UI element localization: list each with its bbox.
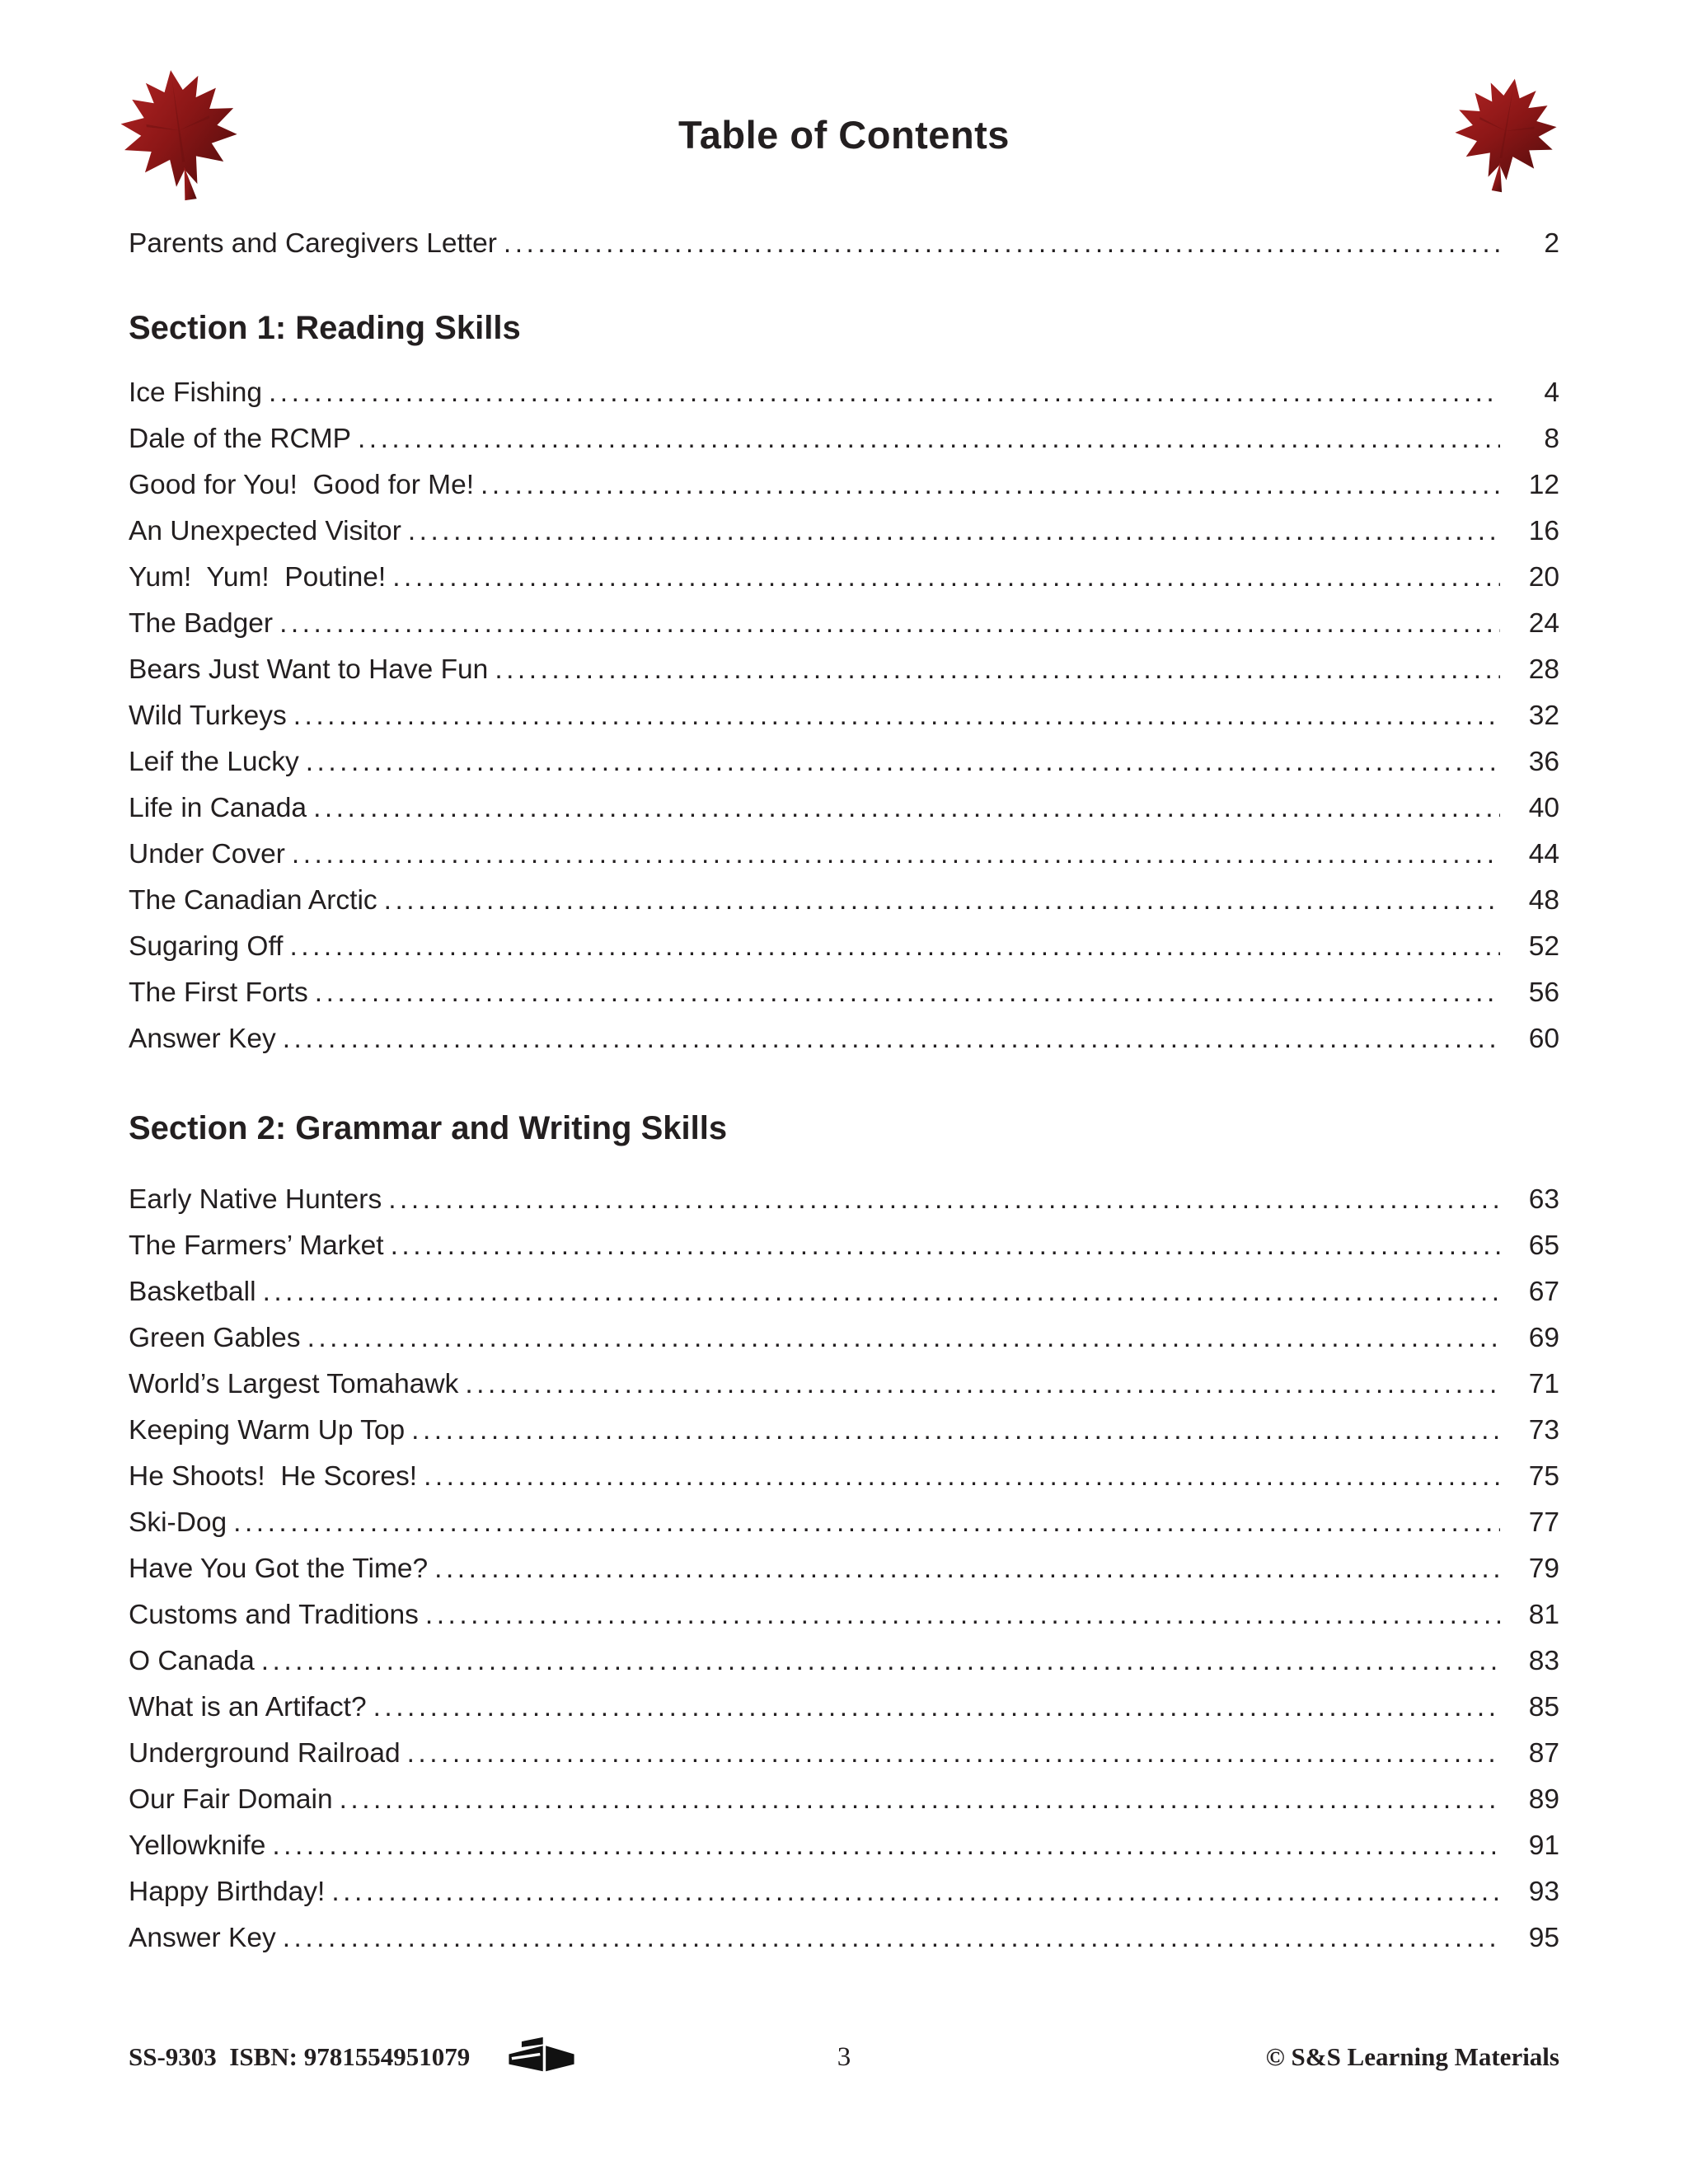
toc-entry-page: 81 — [1528, 1600, 1559, 1630]
toc-entry-page: 95 — [1528, 1923, 1559, 1953]
toc-entry-title: The First Forts — [129, 977, 308, 1008]
toc-entry-title: Our Fair Domain — [129, 1784, 333, 1815]
leader-dots — [425, 1592, 1500, 1638]
toc-entry-title: Keeping Warm Up Top — [129, 1415, 406, 1446]
copyright-text: © S&S Learning Materials — [1265, 2042, 1559, 2071]
toc-entry-title: Basketball — [129, 1277, 256, 1307]
page-footer — [129, 2036, 1559, 2079]
toc-entry-title: Wild Turkeys — [129, 701, 287, 731]
leader-dots — [272, 1823, 1500, 1869]
toc-entry-title: What is an Artifact? — [129, 1692, 367, 1722]
leader-dots — [407, 1731, 1500, 1777]
toc-entry-page: 2 — [1544, 228, 1559, 259]
section-2-entries — [129, 1177, 1559, 1961]
toc-entry-page: 71 — [1528, 1369, 1559, 1399]
toc-entry — [129, 647, 1559, 693]
leader-dots — [279, 601, 1500, 647]
toc-entry-page: 48 — [1528, 885, 1559, 916]
toc-entry-page: 73 — [1528, 1415, 1559, 1446]
toc-entry-title: Yum! Yum! Poutine! — [129, 562, 387, 593]
toc-entry-title: He Shoots! He Scores! — [129, 1461, 418, 1492]
leader-dots — [388, 1177, 1500, 1223]
toc-entry-title: Under Cover — [129, 839, 285, 869]
leader-dots — [331, 1869, 1500, 1915]
toc-entry-title: Happy Birthday! — [129, 1877, 326, 1907]
toc-entry-page: 65 — [1528, 1230, 1559, 1261]
leader-dots — [233, 1500, 1500, 1546]
toc-entry-page: 60 — [1528, 1024, 1559, 1054]
toc-entry-title: An Unexpected Visitor — [129, 516, 401, 546]
toc-entry — [129, 555, 1559, 601]
toc-entry — [129, 832, 1559, 878]
toc-entry-page: 87 — [1528, 1738, 1559, 1769]
footer-left-group — [129, 2036, 577, 2079]
toc-entry — [129, 1638, 1559, 1685]
toc-entry-page: 32 — [1528, 701, 1559, 731]
toc-entry-page: 24 — [1528, 608, 1559, 639]
leader-dots — [384, 878, 1500, 924]
toc-entry — [129, 693, 1559, 739]
toc-entry-title: Early Native Hunters — [129, 1184, 382, 1215]
toc-entry — [129, 1361, 1559, 1408]
toc-entry — [129, 370, 1559, 416]
toc-entry-page: 77 — [1528, 1507, 1559, 1538]
leader-dots — [313, 785, 1500, 832]
toc-entry — [129, 1269, 1559, 1315]
toc-entry-page: 36 — [1528, 747, 1559, 777]
leader-dots — [373, 1685, 1500, 1731]
toc-entry-title: Yellowknife — [129, 1830, 266, 1861]
toc-entry — [129, 1177, 1559, 1223]
publisher-logo-icon — [506, 2036, 577, 2079]
toc-entry — [129, 1823, 1559, 1869]
leader-dots — [408, 509, 1500, 555]
toc-entry-page: 4 — [1544, 377, 1559, 408]
leader-dots — [269, 370, 1500, 416]
leader-dots — [504, 221, 1500, 267]
toc-entry — [129, 1315, 1559, 1361]
toc-entry — [129, 1546, 1559, 1592]
toc-entry-title: Green Gables — [129, 1323, 301, 1353]
toc-entry-title: Answer Key — [129, 1024, 276, 1054]
toc-entry-page: 75 — [1528, 1461, 1559, 1492]
leader-dots — [263, 1269, 1500, 1315]
section-1-entries — [129, 370, 1559, 1062]
toc-entry — [129, 1016, 1559, 1062]
toc-entry-title: Leif the Lucky — [129, 747, 299, 777]
toc-entry — [129, 1408, 1559, 1454]
toc-entry-title: World’s Largest Tomahawk — [129, 1369, 459, 1399]
leader-dots — [465, 1361, 1500, 1408]
toc-entry — [129, 601, 1559, 647]
leader-dots — [293, 693, 1500, 739]
toc-entry — [129, 1500, 1559, 1546]
leader-dots — [481, 462, 1500, 509]
toc-entry-page: 28 — [1528, 654, 1559, 685]
leader-dots — [495, 647, 1500, 693]
toc-entry-page: 12 — [1528, 470, 1559, 500]
toc-entry-page: 56 — [1528, 977, 1559, 1008]
leader-dots — [307, 1315, 1500, 1361]
toc-entry-title: The Farmers’ Market — [129, 1230, 384, 1261]
leader-dots — [424, 1454, 1500, 1500]
toc-entry-title: Underground Railroad — [129, 1738, 401, 1769]
leader-dots — [306, 739, 1500, 785]
toc-entry-page: 40 — [1528, 793, 1559, 823]
leader-dots — [292, 832, 1500, 878]
toc-entry-title: Ice Fishing — [129, 377, 262, 408]
toc-entry-page: 83 — [1528, 1646, 1559, 1676]
toc-entry-title: Dale of the RCMP — [129, 424, 351, 454]
leader-dots — [315, 970, 1500, 1016]
leader-dots — [392, 555, 1500, 601]
toc-entry — [129, 785, 1559, 832]
toc-entry — [129, 970, 1559, 1016]
toc-entry — [129, 416, 1559, 462]
toc-entry-page: 20 — [1528, 562, 1559, 593]
toc-entry-title: Life in Canada — [129, 793, 307, 823]
toc-entry — [129, 1454, 1559, 1500]
maple-leaf-icon — [96, 54, 263, 213]
leader-dots — [358, 416, 1500, 462]
toc-entry — [129, 1592, 1559, 1638]
leader-dots — [283, 1016, 1500, 1062]
toc-entry-page: 69 — [1528, 1323, 1559, 1353]
toc-entry-page: 89 — [1528, 1784, 1559, 1815]
page-header — [129, 64, 1559, 204]
toc-entry-page: 93 — [1528, 1877, 1559, 1907]
toc-entry-page: 63 — [1528, 1184, 1559, 1215]
toc-entry — [129, 1869, 1559, 1915]
toc-entry-title: Parents and Caregivers Letter — [129, 228, 497, 259]
toc-entry-title: Good for You! Good for Me! — [129, 470, 475, 500]
leader-dots — [340, 1777, 1500, 1823]
leader-dots — [283, 1915, 1500, 1961]
toc-entry — [129, 1731, 1559, 1777]
toc-entry — [129, 1915, 1559, 1961]
toc-entry-page: 85 — [1528, 1692, 1559, 1722]
toc-entry-title: Customs and Traditions — [129, 1600, 419, 1630]
leader-dots — [411, 1408, 1500, 1454]
leader-dots — [289, 924, 1500, 970]
leader-dots — [434, 1546, 1500, 1592]
toc-entry — [129, 221, 1559, 267]
toc-entry-title: The Canadian Arctic — [129, 885, 377, 916]
toc-entry — [129, 924, 1559, 970]
toc-entry-page: 52 — [1528, 931, 1559, 962]
toc-entry-page: 79 — [1528, 1554, 1559, 1584]
toc-entry-page: 91 — [1528, 1830, 1559, 1861]
leader-dots — [261, 1638, 1500, 1685]
page-title: Table of Contents — [678, 112, 1010, 157]
toc-entry-title: Have You Got the Time? — [129, 1554, 429, 1584]
toc-entry — [129, 509, 1559, 555]
toc-entry-title: The Badger — [129, 608, 274, 639]
toc-entry-title: Bears Just Want to Have Fun — [129, 654, 489, 685]
section-2-heading: Section 2: Grammar and Writing Skills — [129, 1110, 728, 1146]
toc-entry-page: 8 — [1544, 424, 1559, 454]
toc-entry-page: 16 — [1528, 516, 1559, 546]
toc-entry-title: Ski-Dog — [129, 1507, 227, 1538]
front-matter-list — [129, 221, 1559, 267]
toc-entry — [129, 462, 1559, 509]
toc-entry-title: O Canada — [129, 1646, 255, 1676]
isbn-text: SS-9303 ISBN: 9781554951079 — [129, 2042, 471, 2071]
section-1-heading: Section 1: Reading Skills — [129, 310, 521, 346]
toc-entry-title: Sugaring Off — [129, 931, 284, 962]
toc-entry — [129, 878, 1559, 924]
toc-entry — [129, 1223, 1559, 1269]
toc-entry — [129, 739, 1559, 785]
toc-entry-page: 44 — [1528, 839, 1559, 869]
page-number: 3 — [837, 2041, 851, 2072]
toc-entry-title: Answer Key — [129, 1923, 276, 1953]
maple-leaf-icon — [1432, 63, 1577, 205]
toc-entry — [129, 1685, 1559, 1731]
leader-dots — [391, 1223, 1500, 1269]
toc-entry — [129, 1777, 1559, 1823]
toc-entry-page: 67 — [1528, 1277, 1559, 1307]
